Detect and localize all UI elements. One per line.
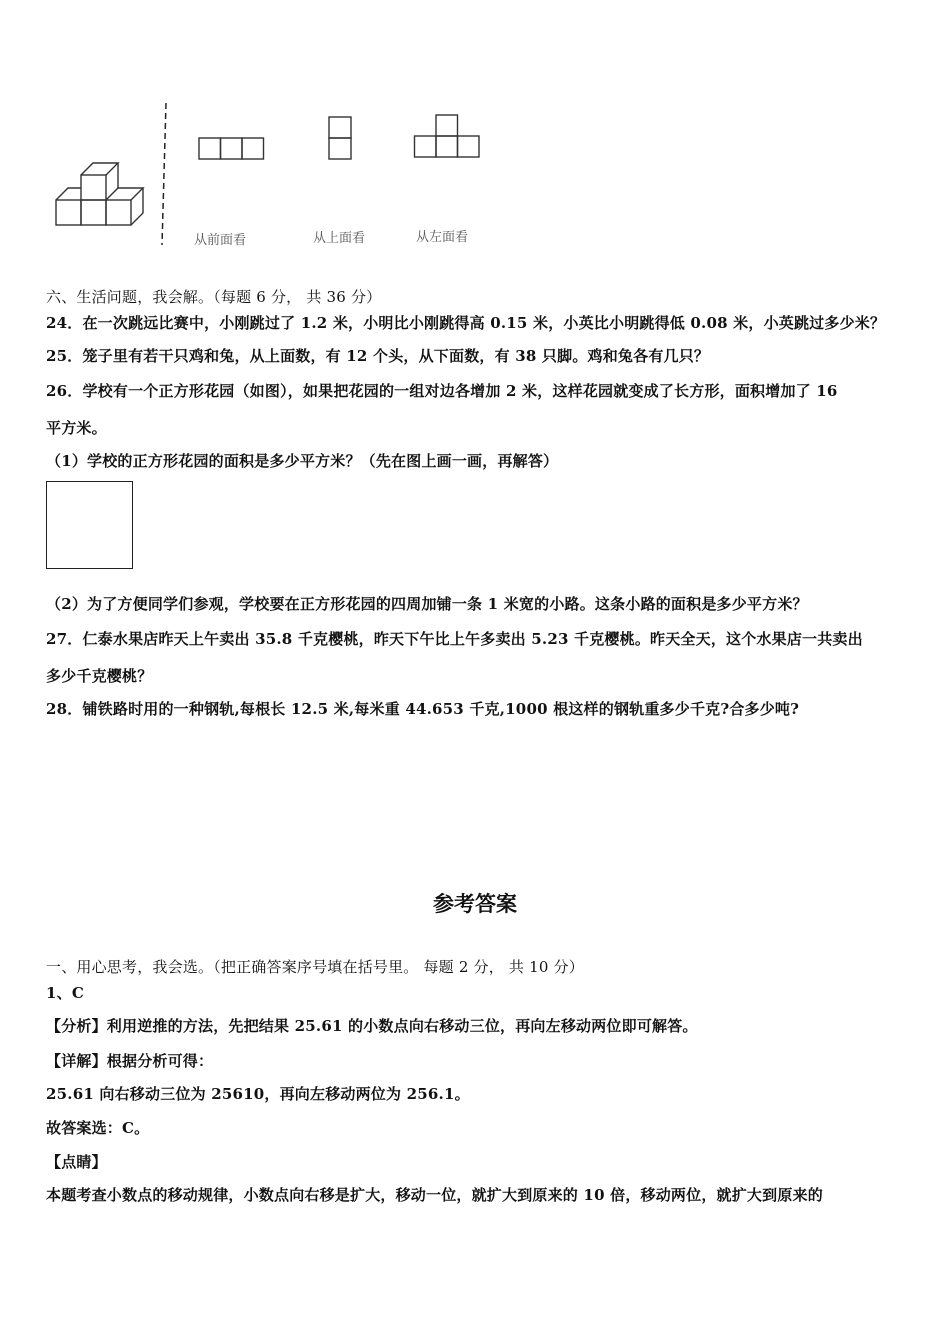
caption-left-view: 从左面看: [416, 230, 469, 245]
question-24: 24．在一次跳远比赛中，小刚跳过了 1.2 米，小明比小刚跳得高 0.15 米，小英比小明跳得低 0.08 米，小英跳过多少米？: [46, 314, 886, 332]
question-27-line1: 27．仁泰水果店昨天上午卖出 35.8 千克樱桃，昨天下午比上午多卖出 5.23 千克樱桃。昨天全天，这个水果店一共卖出: [46, 630, 863, 648]
front-view: [199, 138, 264, 159]
answer-choice: 故答案选：C。: [46, 1119, 150, 1137]
answer-analysis: 【分析】利用逆推的方法，先把结果 25.61 的小数点向右移动三位，再向左移动两位即可解答。: [46, 1017, 698, 1035]
dashed-divider: [162, 103, 166, 245]
answer-tip-label: 【点睛】: [46, 1153, 107, 1171]
answer-tip-text: 本题考查小数点的移动规律，小数点向右移是扩大，移动一位，就扩大到原来的 10 倍，移动两位，就扩大到原来的: [46, 1186, 823, 1204]
question-26-part2: （2）为了方便同学们参观，学校要在正方形花园的四周加铺一条 1 米宽的小路。这条小路的面积是多少平方米？: [46, 595, 808, 613]
section6-heading: 六、生活问题，我会解。（每题 6 分， 共 36 分）: [46, 288, 382, 306]
caption-top-view: 从上面看: [313, 231, 366, 246]
question-26-line1: 26．学校有一个正方形花园（如图），如果把花园的一组对边各增加 2 米，这样花园就变成了长方形，面积增加了 16: [46, 382, 838, 400]
square-garden-figure: [46, 481, 133, 569]
answers-title: 参考答案: [433, 891, 517, 916]
caption-front-view: 从前面看: [194, 233, 247, 248]
answer-step: 25.61 向右移动三位为 25610，再向左移动两位为 256.1。: [46, 1085, 470, 1103]
question-28: 28．铺铁路时用的一种钢轨,每根长 12.5 米,每米重 44.653 千克,1000 根这样的钢轨重多少千克?合多少吨?: [46, 700, 800, 718]
answer-1: 1、C: [46, 984, 84, 1002]
cube-stack-drawing: [56, 163, 143, 225]
left-view: [415, 115, 480, 157]
answers-section1-heading: 一、用心思考，我会选。（把正确答案序号填在括号里。 每题 2 分， 共 10 分）: [46, 958, 584, 976]
top-view: [329, 117, 351, 159]
answer-detail: 【详解】根据分析可得：: [46, 1052, 214, 1070]
question-27-line2: 多少千克樱桃？: [46, 667, 153, 685]
question-26-part1: （1）学校的正方形花园的面积是多少平方米？（先在图上画一画，再解答）: [46, 452, 559, 470]
question-26-line2: 平方米。: [46, 419, 107, 437]
question-25: 25．笼子里有若干只鸡和兔，从上面数，有 12 个头，从下面数，有 38 只脚。鸡和兔各有几只？: [46, 347, 710, 365]
